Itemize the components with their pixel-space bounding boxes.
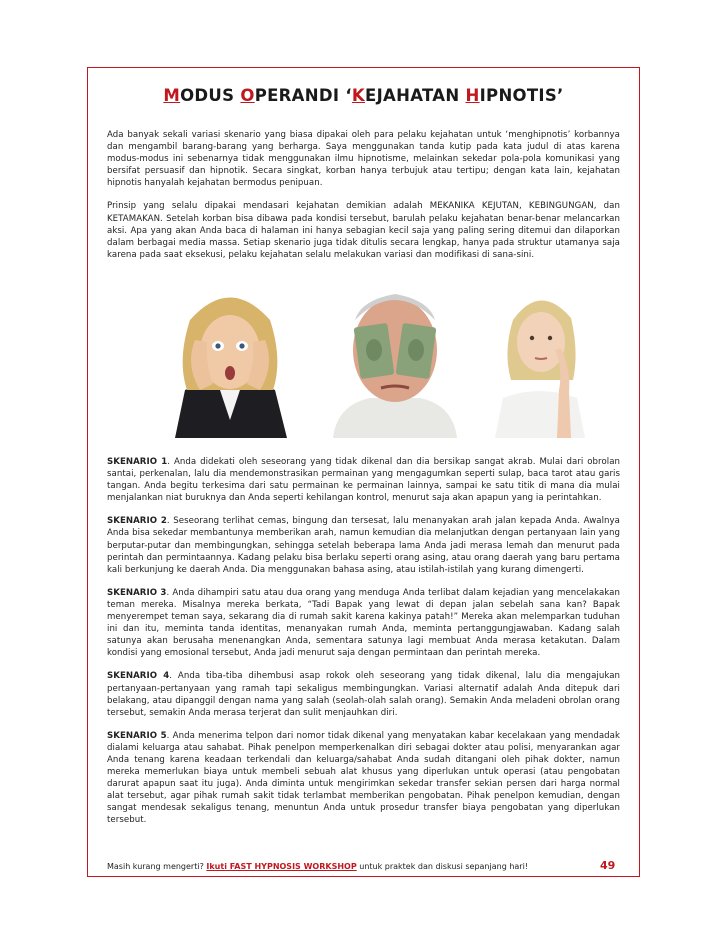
scenario-1-label: SKENARIO 1 [107,457,168,467]
title-word-operandi: PERANDI [254,86,340,105]
scenario-1-text: . Anda didekati oleh seseorang yang tidak dikenal dan dia bersikap sangat akrab. Mulai dari obrolan santai, perkenalan, lalu dia mendemonstrasikan permainan yang mengagumkan seperti sulap, baca tarot atau garis tangan. Anda begitu terkesima dari satu permainan ke permainan lainnya, sampai ke satu titik di mana dia mulai menjalankan niat buruknya dan Anda seperti kehilangan kontrol, menurut saja akan apapun yang ia perintahkan. [107,457,621,504]
title-word-kejahatan: EJAHATAN [365,86,460,105]
title-word-modus: ODUS [180,86,235,105]
workshop-link[interactable]: Ikuti FAST HYPNOSIS WORKSHOP [206,862,357,871]
scenario-2 [107,515,620,575]
page-title [87,86,640,105]
title-open-quote: ‘ [345,86,352,105]
scenario-section [107,456,620,838]
money-eyes-man-photo [325,280,465,438]
page-number: 49 [600,859,616,872]
title-cap-h: H [465,86,480,105]
title-word-hipnotis: IPNOTIS’ [479,86,564,105]
title-cap-m: M [163,86,181,105]
intro-paragraph-2: Prinsip yang selalu dipakai mendasari kejahatan demikian adalah MEKANIKA KEJUTAN, KEBINGUNGAN, dan KETAMAKAN. Setelah korban bisa dibawa pada kondisi tersebut, barulah pelaku kejahatan benar-benar melancarkan aksi. Apa yang akan Anda baca di halaman ini hanya sebagian kecil saja yang paling sering ditemui dan dilaporkan dalam berbagai media massa. Setiap skenario juga tidak ditulis secara lengkap, hanya pada struktur utamanya saja karena pada saat eksekusi, pelaku kejahatan selalu melakukan variasi dan modifikasi di sana-sini. [107,201,620,260]
footer-prompt: Masih kurang mengerti? [107,862,207,871]
scenario-2-text: . Seseorang terlihat cemas, bingung dan tersesat, lalu menanyakan arah jalan kepada Anda. Awalnya Anda bisa sekedar membantunya memberikan arah, namun kemudian dia melanjutkan dengan pertanyaan lain yang berputar-putar dan membingungkan, sehingga setelah beberapa lama Anda jadi merasa lemah dan menurut pada perintah dan permintaannya. Kadang pelaku bisa berlaku seperti orang asing, atau orang daerah yang baru pertama kali berkunjung ke daerah Anda. Dia menggunakan bahasa asing, atau istilah-istilah yang kurang dimengerti. [107,516,620,575]
scenario-5 [107,730,620,827]
title-cap-o: O [240,86,255,105]
scenario-2-label: SKENARIO 2 [107,516,167,527]
scenario-5-label: SKENARIO 5 [107,730,167,741]
shocked-woman-photo [145,280,315,438]
footer-suffix: untuk praktek dan diskusi sepanjang hari! [356,862,529,871]
thinking-woman-photo [475,280,605,438]
scenario-3-label: SKENARIO 3 [107,587,167,598]
page-footer [107,862,620,871]
scenario-4-text: . Anda tiba-tiba dihembusi asap rokok oleh seseorang yang tidak dikenal, lalu dia mengajukan pertanyaan-pertanyaan yang ramah tapi sekaligus membingungkan. Variasi alternatif adalah Anda ditepuk dari belakang, atau dipanggil dengan nama yang salah (seolah-olah salah orang). Semakin Anda meladeni obrolan orang tersebut, semakin Anda merasa terjerat dan sulit menjauhkan diri. [107,671,621,718]
scenario-5-text: . Anda menerima telpon dari nomor tidak dikenal yang menyatakan kabar kecelakaan yang mendadak dialami keluarga atau sahabat. Pihak penelpon memperkenalkan diri sebagai dokter atau polisi, menyarankan agar Anda tenang karena keadaan terkendali dan keluarga/sahabat Anda sudah ditangani oleh pihak dokter, namun mereka memerlukan biaya untuk membeli sebuah alat khusus yang diperlukan untuk operasi (atau pengobatan darurat apapun saat itu juga). Anda diminta untuk mengirimkan sekedar transfer sekian persen dari harga normal alat tersebut, agar pihak rumah sakit tidak terlambat memberikan pengobatan. Pihak penelpon kemudian, dengan sangat mendesak sekaligus tenang, menuntun Anda untuk prosedur transfer biaya pengobatan yang diperlukan tersebut. [107,730,621,826]
title-cap-k: K [351,86,366,105]
scenario-4 [107,670,620,718]
intro-section [107,129,620,272]
scenario-3-text: . Anda dihampiri satu atau dua orang yang menduga Anda terlibat dalam kejadian yang mencelakakan teman mereka. Misalnya mereka berkata, “Tadi Bapak yang lewat di depan jalan sebelah sana kan? Bapak menyerempet teman saya, sekarang dia di rumah sakit karena kakinya patah!” Mereka akan melemparkan tuduhan ini dan itu, meminta tanda identitas, menanyakan rumah Anda, meminta pertanggungjawaban. Kadang salah satunya akan berusaha menenangkan Anda, sementara satunya lagi membuat Anda merasa ketakutan. Dalam kondisi yang emosional tersebut, Anda jadi menurut saja dengan permintaan dan perintah mereka. [107,587,620,659]
scenario-4-label: SKENARIO 4 [107,671,170,682]
scenario-3 [107,587,620,660]
photo-strip [145,280,620,438]
intro-paragraph-1: Ada banyak sekali variasi skenario yang biasa dipakai oleh para pelaku kejahatan untuk ‘menghipnotis’ korbannya dan mengambil barang-barang yang berharga. Saya menggunakan tanda kutip pada kata judul di atas karena modus-modus ini sebenarnya tidak menggunakan ilmu hipnotisme, melainkan sekedar pola-pola komunikasi yang bersifat persuasif dan hipnotik. Secara singkat, korban hanya terbujuk atau tertipu; dengan kata lain, kejahatan hipnotis hanyalah kejahatan bermodus penipuan. [107,130,620,189]
scenario-1 [107,456,620,504]
